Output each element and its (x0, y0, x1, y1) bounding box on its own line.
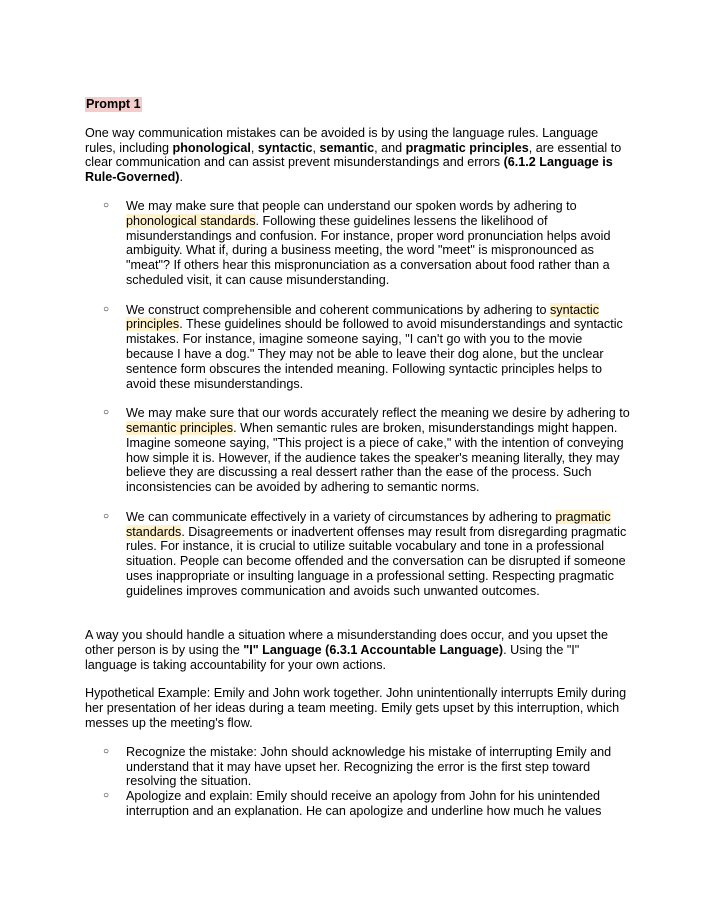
list-item (85, 789, 630, 819)
step-text: Recognize the mistake: John should acknowledge his mistake of interrupting Emily and understand that it may have upset her. Recognizing the error is the first step toward resolving the situation. (126, 744, 612, 789)
intro-text-1: One way communication mistakes can be avoided is by using the language rules. Language rules, including (85, 125, 599, 155)
hollow-circle-bullet-icon: ○ (103, 745, 110, 757)
bullet-text-pre: We construct comprehensible and coherent communications by adhering to (126, 302, 550, 317)
intro-text-3: , (312, 140, 320, 155)
bullet-text-pre: We can communicate effectively in a variety of circumstances by adhering to (126, 509, 556, 524)
bullet-text-post: . Following these guidelines lessens the likelihood of misunderstandings and confusion. For instance, proper word pronunciation helps avoid ambiguity. What if, during a business meeting, the word "meet" is mispronounced as "meat"? If others hear this mispronunciation as a conversation about food rather than a scheduled visit, it can cause misunderstanding. (126, 213, 611, 287)
hollow-circle-bullet-icon: ○ (103, 407, 110, 419)
prompt-heading: Prompt 1 (86, 97, 141, 111)
bullet-text-pre: We may make sure that people can understand our spoken words by adhering to (126, 198, 577, 213)
highlight-phonological-standards: phonological standards (126, 213, 256, 228)
language-rules-list (85, 199, 630, 599)
list-item (85, 510, 630, 599)
hollow-circle-bullet-icon: ○ (103, 199, 110, 211)
para2-text-2: . Using the "I" language is taking accountability for your own actions. (85, 642, 580, 672)
bullet-text-post: . When semantic rules are broken, misunderstandings might happen. Imagine someone saying, "This project is a piece of cake," with the intention of conveying how simple it is. However, if the audience takes the speaker's meaning literally, they may believe they are discussing a real dessert rather than the ease of the process. Such inconsistencies can be avoided by adhering to semantic norms. (126, 420, 624, 495)
intro-bold-semantic: semantic (319, 140, 375, 155)
intro-text-2: , (250, 140, 258, 155)
resolution-steps-list (85, 745, 630, 819)
hollow-circle-bullet-icon: ○ (103, 510, 110, 522)
list-item (85, 745, 630, 789)
list-item (85, 406, 630, 495)
bullet-text-post: . Disagreements or inadvertent offenses may result from disregarding pragmatic rules. For instance, it is crucial to utilize suitable vocabulary and tone in a professional situation. People can become offended and the conversation can be disrupted if someone uses inappropriate or insulting language in a professional setting. Respecting pragmatic guidelines improves communication and avoids such unwanted outcomes. (126, 524, 627, 598)
hollow-circle-bullet-icon: ○ (103, 790, 110, 802)
hypothetical-example-paragraph: Hypothetical Example: Emily and John work together. John unintentionally interrupts Emily during her presentation of her ideas during a team meeting. Emily gets upset by this interruption, which messes up the meeting's flow. (85, 686, 627, 731)
intro-bold-syntactic: syntactic (257, 140, 313, 155)
highlight-syntactic-principles: syntactic principles (126, 302, 599, 332)
intro-text-5: , are essential to clear communication and can assist prevent misunderstandings and errors (85, 140, 622, 170)
hollow-circle-bullet-icon: ○ (103, 303, 110, 315)
intro-bold-pragmatic: pragmatic principles (405, 140, 529, 155)
list-item (85, 199, 630, 288)
list-item (85, 303, 630, 392)
para2-text-1: A way you should handle a situation where a misunderstanding does occur, and you upset the other person is by using the (85, 628, 608, 657)
document-body (85, 97, 630, 819)
blank-line (85, 613, 630, 628)
highlight-semantic-principles: semantic principles (126, 420, 234, 435)
step-text: Apologize and explain: Emily should receive an apology from John for his unintended interruption and an explanation. He can apologize and underline how much he values (126, 789, 602, 819)
bullet-text-pre: We may make sure that our words accurately reflect the meaning we desire by adhering to (126, 406, 630, 421)
bullet-text-post: . These guidelines should be followed to avoid misunderstandings and syntactic mistakes. For instance, imagine someone saying, "I can't go with you to the movie because I have a dog." They may not be able to leave their dog alone, but the unclear sentence form obscures the intended meaning. Following syntactic principles helps to avoid these misunderstandings. (126, 317, 623, 391)
intro-bold-phonological: phonological (172, 140, 251, 155)
intro-paragraph (85, 126, 630, 185)
highlight-pragmatic-standards: pragmatic standards (126, 509, 611, 539)
intro-text-6: . (179, 170, 183, 185)
intro-text-4: , and (374, 140, 406, 155)
accountable-language-paragraph (85, 628, 630, 672)
para2-bold-i-language: "I" Language (6.3.1 Accountable Language) (243, 642, 504, 657)
intro-bold-citation: (6.1.2 Language is Rule-Governed) (85, 155, 613, 185)
